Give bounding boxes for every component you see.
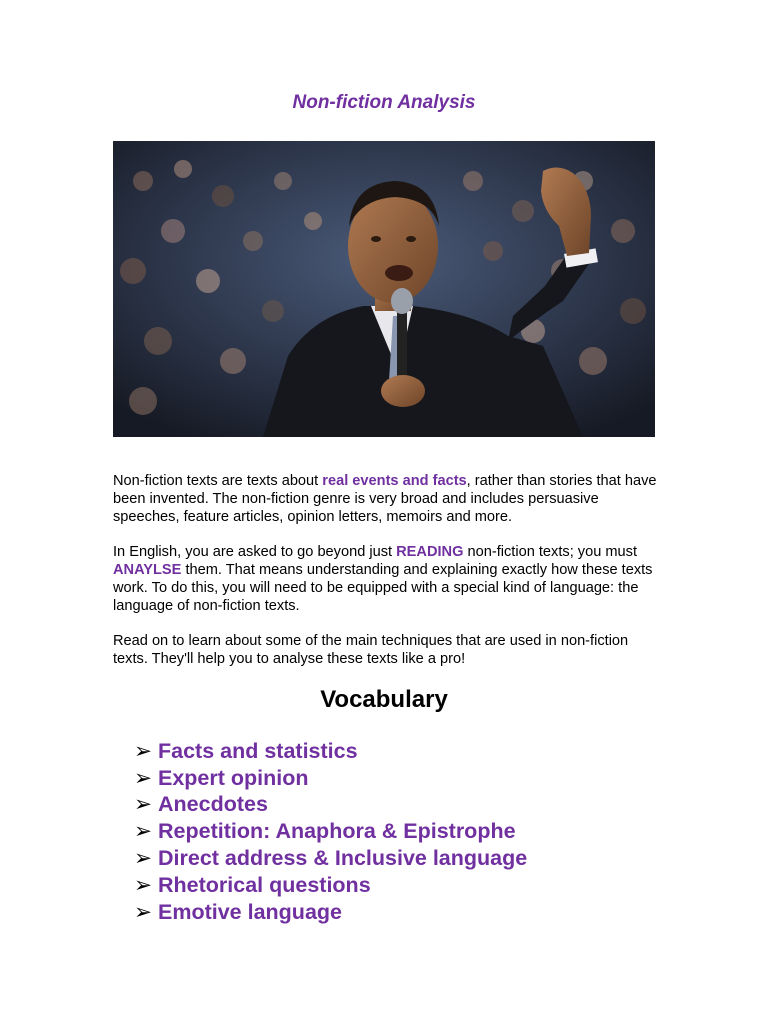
intro-paragraph-1: Non-fiction texts are texts about real events and facts, rather than stories that have been invented. The non-fiction genre is very broad and includes persuasive speeches, feature articles, opinion letters, memoirs and more.: [113, 473, 657, 525]
arrow-bullet-icon: ➢: [134, 738, 153, 763]
highlight-analyse: ANAYLSE: [113, 562, 182, 578]
intro-paragraph-2: In English, you are asked to go beyond just READING non-fiction texts; you must ANAYLSE them. That means understanding and explaining exactly how these texts work. To do this, you will need to be equipped with a special kind of language: the language of non-fiction texts.: [113, 544, 653, 614]
highlight-real-events: real events and facts: [322, 473, 467, 489]
arrow-bullet-icon: ➢: [134, 792, 153, 817]
list-item: ➢ Repetition: Anaphora & Epistrophe: [134, 819, 516, 844]
speaker-photo: [113, 141, 655, 437]
list-item: ➢ Expert opinion: [134, 765, 309, 790]
highlight-reading: READING: [396, 544, 464, 560]
arrow-bullet-icon: ➢: [134, 899, 153, 924]
arrow-bullet-icon: ➢: [134, 765, 153, 790]
vocabulary-heading: Vocabulary: [320, 686, 448, 713]
list-item: ➢ Anecdotes: [134, 792, 268, 817]
list-item: ➢ Direct address & Inclusive language: [134, 846, 528, 871]
arrow-bullet-icon: ➢: [134, 819, 153, 844]
page-title: Non-fiction Analysis: [292, 92, 476, 113]
list-item: ➢ Emotive language: [134, 899, 342, 924]
vocabulary-list: [134, 738, 527, 926]
intro-paragraph-3: Read on to learn about some of the main techniques that are used in non-fiction texts. They'll help you to analyse these texts like a pro!: [113, 633, 629, 667]
arrow-bullet-icon: ➢: [134, 872, 153, 897]
arrow-bullet-icon: ➢: [134, 846, 153, 871]
list-item: ➢ Facts and statistics: [134, 738, 358, 763]
list-item: ➢ Rhetorical questions: [134, 872, 371, 897]
